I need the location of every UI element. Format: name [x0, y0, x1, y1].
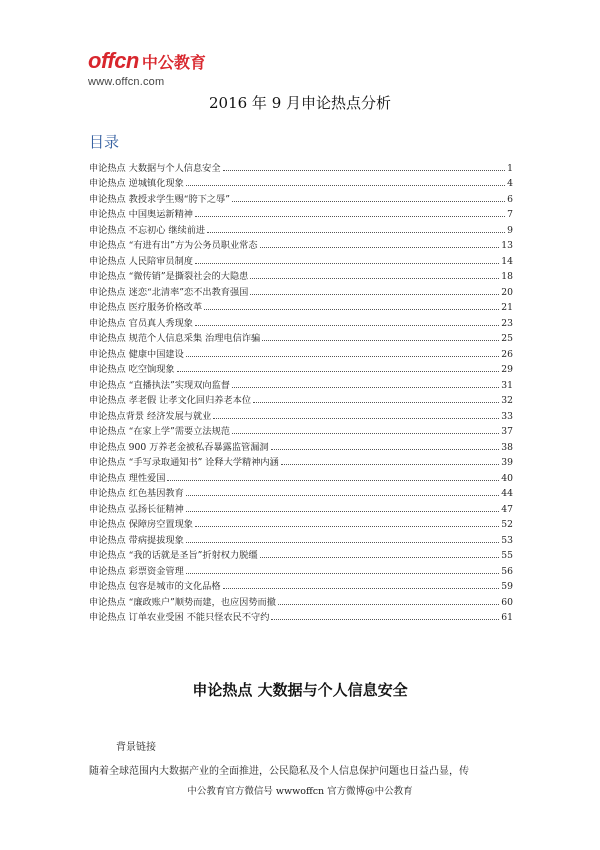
- toc-leader-dots: [281, 464, 500, 465]
- toc-leader-dots: [223, 588, 500, 589]
- toc-leader-dots: [167, 480, 499, 481]
- toc-entry[interactable]: [89, 468, 513, 484]
- toc-entry-page: 32: [501, 395, 513, 406]
- toc-entry[interactable]: [89, 205, 513, 221]
- toc-entry-page: 4: [507, 178, 513, 189]
- toc-entry-title: 申论热点 吃空饷现象: [89, 364, 175, 375]
- toc-entry-title: 申论热点 “有进有出”方为公务员职业常态: [89, 240, 258, 251]
- toc-entry[interactable]: [89, 453, 513, 469]
- toc-entry[interactable]: [89, 592, 513, 608]
- toc-entry-page: 26: [501, 348, 513, 360]
- toc-entry-page: 1: [507, 162, 513, 174]
- toc-entry[interactable]: [89, 220, 513, 236]
- background-label: 背景链接: [116, 742, 156, 753]
- toc-entry-title: 申论热点背景 经济发展与就业: [89, 410, 212, 422]
- toc-entry[interactable]: [89, 360, 513, 376]
- toc-leader-dots: [232, 433, 499, 434]
- toc-entry-title: 申论热点 “直播执法”实现双向监督: [89, 379, 230, 391]
- toc-entry-page: 14: [501, 255, 513, 267]
- toc-entry-page: 61: [501, 612, 513, 623]
- toc-entry[interactable]: [89, 499, 513, 515]
- toc-entry[interactable]: [89, 344, 513, 360]
- toc-entry-title: 申论热点 弘扬长征精神: [89, 503, 184, 515]
- toc-entry-page: 56: [501, 565, 513, 577]
- toc-leader-dots: [186, 185, 505, 186]
- toc-entry-page: 47: [501, 503, 513, 515]
- toc-entry-title: 申论热点 理性爱国: [89, 472, 166, 484]
- toc-entry-title: 申论热点 逆城镇化现象: [89, 178, 184, 189]
- toc-entry-page: 40: [501, 472, 513, 484]
- toc-entry-page: 13: [501, 240, 513, 251]
- toc-entry-page: 52: [501, 519, 513, 530]
- toc-entry-page: 23: [501, 317, 513, 329]
- toc-leader-dots: [186, 495, 500, 496]
- toc-entry[interactable]: [89, 530, 513, 546]
- toc-entry-title: 申论热点 不忘初心 继续前进: [89, 224, 206, 236]
- body-paragraph: 随着全球范围内大数据产业的全面推进，公民隐私及个人信息保护问题也日益凸显，传: [89, 766, 469, 777]
- toc-leader-dots: [232, 201, 505, 202]
- toc-entry-title: 申论热点 迷恋“北清率”恋不出教育强国: [89, 286, 249, 298]
- toc-entry-page: 59: [501, 581, 513, 592]
- toc-leader-dots: [195, 325, 499, 326]
- logo-url: www.offcn.com: [88, 76, 165, 88]
- toc-leader-dots: [186, 356, 500, 357]
- offcn-logo: [88, 50, 206, 88]
- document-title: 2016 年 9 月申论热点分析: [208, 94, 392, 112]
- toc-leader-dots: [177, 371, 500, 372]
- toc-leader-dots: [204, 309, 499, 310]
- table-of-contents: [89, 158, 513, 623]
- toc-entry[interactable]: [89, 189, 513, 205]
- toc-leader-dots: [223, 170, 506, 171]
- toc-leader-dots: [186, 573, 500, 574]
- toc-entry[interactable]: [89, 282, 513, 298]
- toc-entry-page: 7: [507, 209, 513, 220]
- toc-entry-page: 33: [501, 410, 513, 422]
- logo-latin-text: offcn: [88, 48, 139, 73]
- toc-entry[interactable]: [89, 422, 513, 438]
- toc-entry-title: 申论热点 医疗服务价格改革: [89, 302, 203, 313]
- toc-leader-dots: [232, 387, 499, 388]
- toc-entry-page: 37: [501, 426, 513, 437]
- toc-entry[interactable]: [89, 298, 513, 314]
- toc-entry-page: 9: [507, 224, 513, 236]
- toc-leader-dots: [271, 449, 500, 450]
- toc-entry[interactable]: [89, 546, 513, 562]
- toc-entry[interactable]: [89, 391, 513, 407]
- toc-entry-title: 申论热点 健康中国建设: [89, 348, 184, 360]
- toc-entry[interactable]: [89, 375, 513, 391]
- toc-entry[interactable]: [89, 174, 513, 190]
- toc-leader-dots: [253, 402, 499, 403]
- toc-entry[interactable]: [89, 437, 513, 453]
- toc-entry-page: 60: [501, 596, 513, 608]
- toc-leader-dots: [195, 216, 505, 217]
- toc-entry-title: 申论热点 “手写录取通知书” 诠释大学精神内涵: [89, 457, 279, 468]
- toc-entry-title: 申论热点 孝老假 让孝文化回归养老本位: [89, 395, 252, 406]
- toc-entry-title: 申论热点 官员真人秀现象: [89, 317, 193, 329]
- toc-leader-dots: [195, 526, 499, 527]
- toc-leader-dots: [260, 557, 500, 558]
- toc-leader-dots: [250, 294, 499, 295]
- section-title: 申论热点 大数据与个人信息安全: [192, 681, 408, 699]
- toc-leader-dots: [271, 619, 499, 620]
- toc-entry[interactable]: [89, 329, 513, 345]
- toc-entry[interactable]: [89, 577, 513, 593]
- toc-entry-page: 29: [501, 364, 513, 375]
- toc-entry-title: 申论热点 “在家上学”需要立法规范: [89, 426, 230, 437]
- toc-entry-page: 6: [507, 193, 513, 205]
- toc-entry[interactable]: [89, 267, 513, 283]
- toc-heading: 目录: [89, 133, 120, 151]
- toc-entry[interactable]: [89, 251, 513, 267]
- toc-entry-title: 申论热点 教授求学生赐“胯下之辱”: [89, 193, 230, 205]
- toc-entry-title: 申论热点 红色基因教育: [89, 488, 184, 499]
- toc-entry-page: 55: [501, 550, 513, 561]
- toc-entry-title: 申论热点 彩票资金管理: [89, 565, 184, 577]
- toc-leader-dots: [250, 278, 499, 279]
- toc-entry-title: 申论热点 人民陪审员制度: [89, 255, 193, 267]
- toc-entry-title: 申论热点 中国奥运新精神: [89, 209, 193, 220]
- toc-entry[interactable]: [89, 158, 513, 174]
- toc-leader-dots: [278, 604, 499, 605]
- toc-entry-title: 申论热点 大数据与个人信息安全: [89, 162, 221, 174]
- toc-entry-title: 申论热点 保障房空置现象: [89, 519, 193, 530]
- toc-entry[interactable]: [89, 406, 513, 422]
- toc-entry-page: 38: [501, 441, 513, 453]
- toc-leader-dots: [262, 340, 499, 341]
- toc-entry-title: 申论热点 规范个人信息采集 治理电信诈骗: [89, 333, 261, 344]
- logo-chinese-text: 中公教育: [141, 55, 206, 72]
- toc-leader-dots: [186, 511, 500, 512]
- toc-entry-title: 申论热点 包容是城市的文化品格: [89, 581, 221, 592]
- toc-entry-page: 53: [501, 534, 513, 546]
- toc-entry[interactable]: [89, 484, 513, 500]
- toc-entry[interactable]: [89, 515, 513, 531]
- toc-entry-title: 申论热点 订单农业受困 不能只怪农民不守约: [89, 612, 270, 623]
- toc-leader-dots: [207, 232, 505, 233]
- toc-leader-dots: [195, 263, 499, 264]
- toc-entry[interactable]: [89, 236, 513, 252]
- toc-entry-title: 申论热点 “廉政账户”顺势而建，也应因势而撤: [89, 596, 276, 608]
- toc-leader-dots: [213, 418, 499, 419]
- toc-entry-page: 39: [501, 457, 513, 468]
- toc-leader-dots: [260, 247, 500, 248]
- toc-entry-page: 25: [501, 333, 513, 344]
- page-footer: 中公教育官方微信号 wwwoffcn 官方微博@中公教育: [187, 786, 413, 797]
- toc-entry-page: 18: [501, 271, 513, 282]
- toc-entry-title: 申论热点 900 万养老金被私吞暴露监管漏洞: [89, 441, 269, 453]
- logo-wordmark: [88, 50, 206, 75]
- toc-leader-dots: [186, 542, 500, 543]
- toc-entry-page: 21: [501, 302, 513, 313]
- toc-entry-page: 20: [501, 286, 513, 298]
- toc-entry-page: 44: [501, 488, 513, 499]
- toc-entry[interactable]: [89, 313, 513, 329]
- toc-entry-title: 申论热点 “微传销”是撕裂社会的大隐患: [89, 271, 249, 282]
- toc-entry[interactable]: [89, 561, 513, 577]
- toc-entry-page: 31: [501, 379, 513, 391]
- toc-entry-title: 申论热点 带病提拔现象: [89, 534, 184, 546]
- toc-entry[interactable]: [89, 608, 513, 624]
- toc-entry-title: 申论热点 “我的话就是圣旨”折射权力脱缰: [89, 550, 258, 561]
